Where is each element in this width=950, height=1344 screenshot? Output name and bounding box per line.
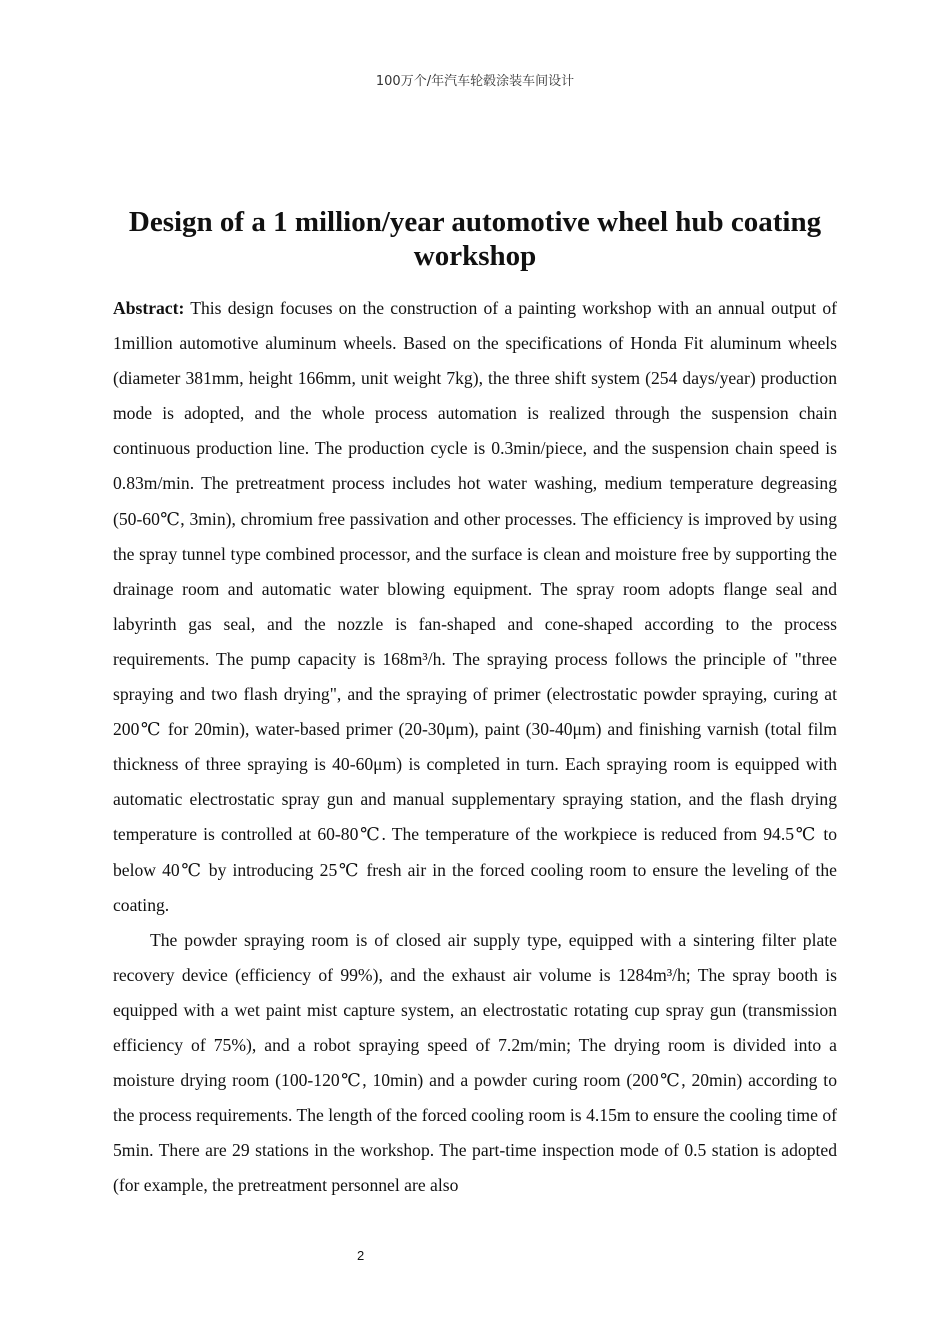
page-number: 2 xyxy=(357,1248,365,1263)
abstract-text: This design focuses on the construction of a painting workshop with an annual output of 1million automotive aluminum wheels. Based on the specifications of Honda Fit aluminum wheels (diameter 381mm, height 166mm, unit weight 7kg), the three shift system (254 days/year) production mode is adopted, and the whole process automation is realized through the suspension chain continuous production line. The production cycle is 0.3min/piece, and the suspension chain speed is 0.83m/min. The pretreatment process includes hot water washing, medium temperature degreasing (50-60℃, 3min), chromium free passivation and other processes. The efficiency is improved by using the spray tunnel type combined processor, and the surface is clean and moisture free by supporting the drainage room and automatic water blowing equipment. The spray room adopts flange seal and labyrinth gas seal, and the nozzle is fan-shaped and cone-shaped according to the process requirements. The pump capacity is 168m³/h. The spraying process follows the principle of "three spraying and two flash drying", and the spraying of primer (electrostatic powder spraying, curing at 200℃ for 20min), water-based primer (20-30μm), paint (30-40μm) and finishing varnish (total film thickness of three spraying is 40-60μm) is completed in turn. Each spraying room is equipped with automatic electrostatic spray gun and manual supplementary spraying station, and the flash drying temperature is controlled at 60-80℃. The temperature of the workpiece is reduced from 94.5℃ to below 40℃ by introducing 25℃ fresh air in the forced cooling room to ensure the leveling of the coating. xyxy=(113,298,837,915)
abstract-paragraph xyxy=(113,291,837,923)
abstract-label: Abstract: xyxy=(113,298,185,318)
body-paragraph: The powder spraying room is of closed air supply type, equipped with a sintering filter plate recovery device (efficiency of 99%), and the exhaust air volume is 1284m³/h; The spray booth is equipped with a wet paint mist capture system, an electrostatic rotating cup spray gun (transmission efficiency of 75%), and a robot spraying speed of 7.2m/min; The drying room is divided into a moisture drying room (100-120℃, 10min) and a powder curing room (200℃, 20min) according to the process requirements. The length of the forced cooling room is 4.15m to ensure the cooling time of 5min. There are 29 stations in the workshop. The part-time inspection mode of 0.5 station is adopted (for example, the pretreatment personnel are also xyxy=(113,929,837,1196)
document-body xyxy=(113,291,837,1203)
document-title: Design of a 1 million/year automotive wheel hub coating workshop xyxy=(128,206,822,272)
running-header: 100万个/年汽车轮毂涂装车间设计 xyxy=(375,74,575,89)
